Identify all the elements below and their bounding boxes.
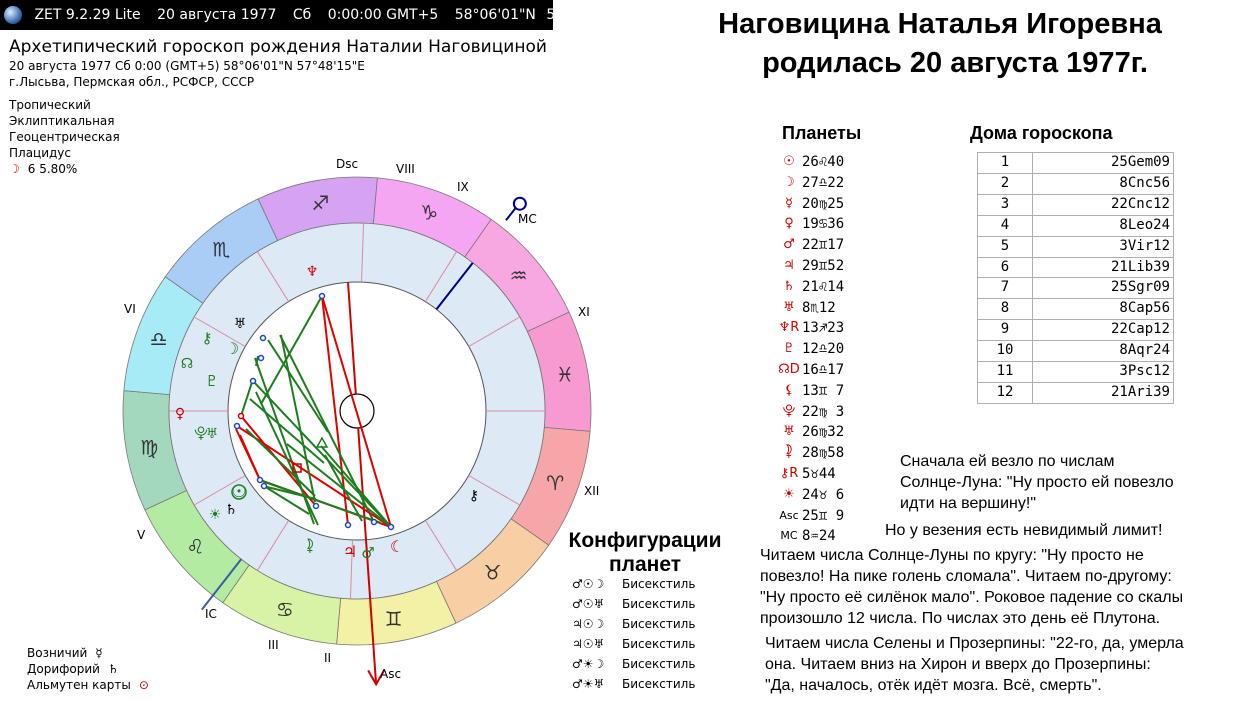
planet-position: 24♉ 6 (802, 486, 845, 503)
moon-phase-value: 6 5.80% (27, 162, 78, 176)
house-row (978, 320, 1174, 341)
planet-icon: ☊D (778, 361, 800, 377)
house-number-label: VI (124, 302, 136, 316)
planet-row (776, 360, 896, 381)
legend-label: Альмутен карты (27, 678, 131, 692)
house-cusp: 21Lib39 (1033, 257, 1174, 278)
zodiac-sign-icon: ♎ (149, 326, 168, 351)
chiron-r-icon: ⚷ (468, 488, 480, 504)
planet-row (776, 256, 896, 277)
text-line: "Ну просто её силёнок мало". Роковое падение со скалы (760, 589, 1184, 606)
planet-row (776, 422, 896, 443)
planet-position: 27♎22 (802, 174, 845, 191)
saturn-icon: ♄ (107, 662, 119, 676)
aspect-point (262, 484, 267, 489)
planet-icon: ⯝ (785, 445, 793, 461)
planet-row (776, 194, 896, 215)
planet-icon: ⚸ (784, 382, 794, 398)
houses-title: Дома гороскопа (970, 123, 1113, 143)
legend-label: Дорифорий (27, 662, 100, 676)
configuration-row (572, 574, 695, 594)
house-number-label: II (324, 651, 332, 665)
aspect-point (235, 424, 240, 429)
moon-icon: ☽ (224, 339, 240, 358)
house-cusp: 25Sgr09 (1033, 278, 1174, 299)
zodiac-sign-icon: ♐ (311, 191, 330, 216)
house-number-label: XII (584, 484, 600, 498)
title-weekday: Сб (292, 7, 312, 23)
house-cusp: 8Aqr24 (1033, 341, 1174, 362)
house-number: 3 (978, 194, 1033, 215)
planet-position: 22♊17 (802, 237, 845, 254)
mars-icon: ♂ (361, 544, 375, 562)
ic-label: IC (205, 607, 217, 621)
planet-icon: ♃ (783, 257, 795, 273)
zodiac-sign-icon: ♏ (212, 237, 231, 262)
planet-icon: ⯓ (782, 403, 796, 419)
mc-marker-line (506, 208, 516, 221)
house-row (978, 153, 1174, 174)
planet-icon: ☀ (783, 486, 795, 502)
planets-title: Планеты (782, 123, 862, 143)
text-paragraph-2: Но у везения есть невидимый лимит! (885, 522, 1163, 539)
configuration-planets: ♂☀♅ (572, 677, 605, 691)
planet-position: 21♌14 (802, 278, 845, 295)
planet-row (776, 485, 896, 506)
house-row (978, 215, 1174, 236)
houses-table (977, 152, 1174, 404)
legend-item (27, 677, 149, 693)
planet-position: 26♌40 (802, 154, 845, 170)
planet-row (776, 214, 896, 235)
planet-row (776, 464, 896, 485)
house-number: 5 (978, 236, 1033, 257)
house-number: 9 (978, 320, 1033, 341)
planet-position: 16♎17 (802, 361, 845, 378)
sun-icon: ☉ (231, 482, 247, 502)
planet-position: 19♋36 (802, 216, 845, 233)
zodiac-sign-icon: ♈ (546, 471, 565, 496)
house-row (978, 236, 1174, 257)
house-cusp: 22Cap12 (1033, 320, 1174, 341)
aspect-point (372, 520, 377, 525)
setting-coordinates: Эклиптикальная (9, 114, 115, 128)
configuration-name: Бисекстиль (622, 677, 696, 691)
text-line: произошло 12 числа. По числах это день её Плутона. (760, 610, 1161, 627)
house-cusp: 21Ari39 (1033, 382, 1174, 403)
planet-icon: ♄ (783, 278, 795, 294)
zodiac-sign-icon: ♌ (186, 534, 205, 559)
moon-star-icon: ☀ (208, 507, 222, 523)
proserpina-icon: ⯝ (305, 539, 315, 555)
vesta-icon: ⯓ (194, 426, 208, 442)
aspect-point (251, 379, 256, 384)
configuration-row (572, 594, 695, 614)
setting-house-system: Плацидус (9, 146, 72, 160)
planet-row (776, 318, 896, 339)
house-number: 6 (978, 257, 1033, 278)
configuration-planets: ♃☉☽ (572, 617, 605, 631)
planet-position: 13♊ 7 (802, 382, 845, 399)
pluto-icon: ♇ (205, 372, 219, 390)
planet-icon: ♂ (783, 237, 795, 253)
house-number-label: III (268, 638, 279, 652)
zodiac-sign-icon: ♍ (140, 435, 159, 460)
planet-position: 5♉44 (802, 465, 836, 482)
app-name: ZET 9.2.29 Lite (34, 7, 141, 23)
text-line: "Да, началось, отёк идёт мозга. Всё, смерть". (765, 677, 1102, 694)
house-row (978, 299, 1174, 320)
configuration-planets: ♂☉☽ (572, 577, 605, 591)
planet-position: 8♒24 (802, 528, 836, 545)
planet-icon: ☉ (783, 154, 795, 169)
text-line: повезло! На пике голень сломала". Читаем по-другому: (760, 568, 1172, 585)
text-paragraph-3 (760, 545, 1183, 629)
legend-label: Возничий (27, 646, 88, 660)
planet-row (776, 339, 896, 360)
app-globe-icon[interactable] (4, 6, 22, 24)
house-cusp: 3Vir12 (1033, 236, 1174, 257)
configuration-name: Бисекстиль (622, 657, 696, 671)
planet-position: 12♎20 (802, 341, 845, 358)
text-line: Сначала ей везло по числам (900, 453, 1115, 470)
house-row (978, 257, 1174, 278)
planet-position: 13♐23 (802, 320, 845, 337)
aspect-point (258, 478, 263, 483)
house-row (978, 278, 1174, 299)
zodiac-sign-icon: ♒ (509, 263, 528, 288)
planet-row (776, 298, 896, 319)
text-line: Солнце-Луна: "Ну просто ей повезло (900, 474, 1174, 491)
configuration-name: Бисекстиль (622, 577, 696, 591)
planet-row (776, 402, 896, 423)
house-number: 7 (978, 278, 1033, 299)
aspect-point (314, 504, 319, 509)
setting-zodiac: Тропический (9, 98, 91, 112)
house-number: 11 (978, 362, 1033, 383)
text-paragraph-1 (900, 451, 1174, 514)
configuration-planets: ♃☉♅ (572, 637, 605, 651)
zodiac-sign-icon: ♉ (483, 560, 502, 585)
title-date: 20 августа 1977 (157, 7, 277, 23)
planet-position: 25♊ 9 (802, 507, 845, 524)
aspect-point (261, 336, 266, 341)
text-line: Читаем числа Селены и Прозерпины: "22-го, да, умерла (765, 635, 1184, 652)
chart-title: Архетипический гороскоп рождения Наталии Наговициной (9, 37, 547, 57)
page-heading-name: Наговицина Наталья Игоревна (718, 8, 1162, 40)
zodiac-sign-icon: ♑ (420, 200, 439, 225)
house-row (978, 341, 1174, 362)
planet-row (776, 152, 896, 173)
house-number: 2 (978, 173, 1033, 194)
mercury-icon: ☿ (95, 646, 103, 660)
configuration-row (572, 634, 695, 654)
node-icon: ☊ (180, 356, 194, 372)
house-cusp: 8Leo24 (1033, 215, 1174, 236)
configuration-name: Бисекстиль (622, 597, 696, 611)
planet-position: 26♍32 (802, 424, 845, 441)
planet-row (776, 506, 896, 527)
house-number-label: IX (457, 180, 469, 194)
planet-row (776, 277, 896, 298)
configuration-row (572, 654, 695, 674)
planet-row (776, 443, 896, 464)
house-number: 12 (978, 382, 1033, 403)
configuration-name: Бисекстиль (622, 617, 696, 631)
planet-icon: ♀ (784, 216, 794, 232)
jupiter-icon: ♃ (342, 542, 358, 561)
aspect-point (346, 523, 351, 528)
planet-icon: ☽ (783, 174, 795, 190)
text-paragraph-4 (765, 633, 1184, 696)
planet-icon: ☿ (785, 195, 793, 211)
planet-icon: ♅ (783, 424, 795, 440)
planet-row (776, 235, 896, 256)
text-line: идти на вершину!" (900, 495, 1037, 512)
legend-item (27, 645, 149, 661)
sun-icon: ⊙ (138, 678, 149, 692)
uranus-icon: ♅ (233, 316, 247, 332)
window-title-bar (0, 0, 626, 30)
planet-position: 20♍25 (802, 195, 845, 212)
chiron-icon: ⚷ (201, 329, 213, 347)
aspect-point (239, 414, 244, 419)
selena-icon: ☾ (389, 537, 405, 556)
planet-row (776, 173, 896, 194)
title-latitude: 58°06'01"N (454, 7, 536, 23)
planet-position: 28♍58 (802, 445, 845, 462)
neptune-icon: ♆ (305, 264, 319, 280)
setting-center: Геоцентрическая (9, 130, 120, 144)
mc-label: MC (518, 212, 537, 226)
house-number-label: XI (578, 305, 590, 319)
config-title-1: Конфигурации (568, 529, 722, 552)
configurations-list (572, 574, 695, 694)
house-number: 1 (978, 153, 1033, 174)
house-number: 8 (978, 299, 1033, 320)
legend (27, 645, 149, 693)
page-heading-birth: родилась 20 августа 1977г. (762, 47, 1148, 79)
planet-icon: MC (780, 529, 798, 543)
planet-icon: Asc (779, 508, 799, 522)
house-cusp: 25Gem09 (1033, 153, 1174, 174)
house-number-label: V (137, 528, 146, 542)
title-time: 0:00:00 GMT+5 (327, 7, 439, 23)
horoscope-wheel[interactable] (100, 150, 620, 690)
configuration-planets: ♂☀☽ (572, 657, 605, 671)
planet-position: 29♊52 (802, 257, 845, 274)
planet-icon: ♅ (783, 299, 795, 315)
dsc-label: Dsc (336, 157, 359, 171)
aspect-point (259, 356, 264, 361)
planet-position: 22♍ 3 (802, 403, 845, 420)
planet-icon: ♇ (783, 341, 795, 357)
house-row (978, 173, 1174, 194)
text-line: она. Читаем вниз на Хирон и вверх до Прозерпины: (765, 656, 1151, 673)
planet-row (776, 381, 896, 402)
house-cusp: 22Cnc12 (1033, 194, 1174, 215)
house-cusp: 8Cnc56 (1033, 173, 1174, 194)
legend-item (27, 661, 149, 677)
venus-icon: ♀ (174, 406, 186, 422)
house-number: 10 (978, 341, 1033, 362)
aspect-point (389, 525, 394, 530)
configuration-planets: ♂☉♅ (572, 597, 605, 611)
zodiac-sign-icon: ♓ (555, 362, 574, 387)
title-longitude: 57°48'15"E (546, 7, 626, 23)
planets-list (776, 152, 896, 547)
house-number-label: VIII (396, 162, 415, 176)
planet-icon: ♆R (778, 320, 800, 336)
planet-icon: ⚷R (779, 465, 799, 481)
house-number: 4 (978, 215, 1033, 236)
chart-datetime: 20 августа 1977 Сб 0:00 (GMT+5) 58°06'01"N 57°48'15"E (9, 59, 365, 73)
mc-marker-icon (514, 198, 526, 210)
house-row (978, 382, 1174, 403)
house-cusp: 8Cap56 (1033, 299, 1174, 320)
configuration-row (572, 614, 695, 634)
config-title-2: планет (608, 553, 682, 576)
saturn-icon: ♄ (224, 502, 238, 518)
house-row (978, 362, 1174, 383)
house-cusp: 3Psc12 (1033, 362, 1174, 383)
text-line: Читаем числа Солнце-Луны по кругу: "Ну просто не (760, 547, 1144, 564)
moon-phase-icon: ☽ (9, 162, 20, 176)
configuration-row (572, 674, 695, 694)
planet-position: 8♏12 (802, 299, 836, 316)
chart-place: г.Лысьва, Пермская обл., РСФСР, СССР (9, 75, 255, 89)
asc-label: Asc (380, 667, 402, 681)
house-row (978, 194, 1174, 215)
zodiac-sign-icon: ♋ (275, 597, 294, 622)
aspect-point (320, 294, 325, 299)
uranus-alt-icon: ♅ (205, 426, 219, 442)
zodiac-sign-icon: ♊ (384, 606, 403, 631)
configuration-name: Бисекстиль (622, 637, 696, 651)
